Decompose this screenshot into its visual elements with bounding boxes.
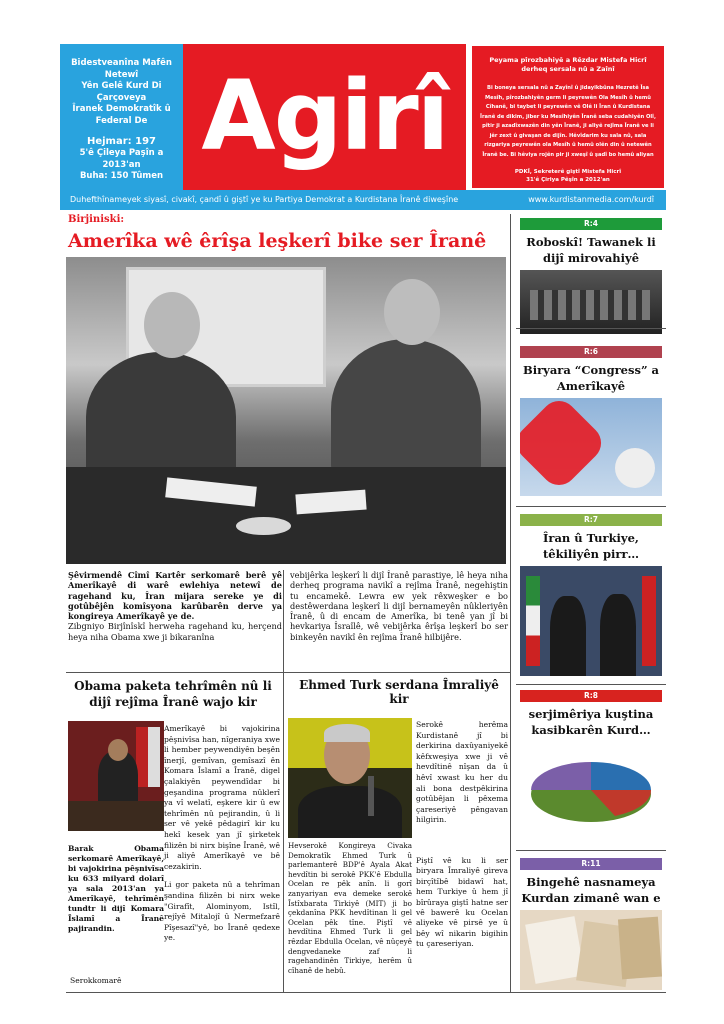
divider bbox=[283, 570, 284, 674]
masthead-motto-line: Federal De bbox=[95, 115, 148, 126]
sidebar-page-ref: R:6 bbox=[520, 346, 662, 358]
obama-article-footer: Serokkomarê bbox=[70, 976, 122, 985]
divider bbox=[510, 214, 511, 992]
obama-article-paragraph: Li gor paketa nû a tehrîman şandina filizên bi nirx weke "Girafît, Alominyom, Istîl, rejîyê Mitalojî û Nermefzarê Pîşesazî"yê, bo Îranê qedexe ye. bbox=[164, 880, 280, 943]
sidebar-thumbnail bbox=[520, 742, 662, 832]
article-kicker: Birjiniski: bbox=[68, 214, 125, 225]
message-signature: PDKÎ, Sekreterê giştî Mistefa Hicrî bbox=[514, 169, 622, 175]
pie-chart-icon bbox=[520, 742, 662, 832]
sidebar-item-roboski[interactable] bbox=[520, 218, 662, 334]
issue-price: Buha: 150 Tûmen bbox=[79, 171, 164, 181]
sidebar-item-congress[interactable] bbox=[520, 346, 662, 496]
masthead-motto-line: Netewî bbox=[104, 69, 139, 80]
obama-photo-caption: Barak Obama serkomarê Amerîkayê, bi vajokirina pêşnivîsa ku 633 milyard dolarî ya sala 2013'an ya Amerîkayê, tehrîmên tundtr li dijî Komara Îslamî a Îranê pajirandin. bbox=[68, 844, 164, 933]
sidebar-page-ref: R:7 bbox=[520, 514, 662, 526]
sidebar-title: Roboskî! Tawanek li dijî mirovahiyê bbox=[526, 235, 656, 265]
masthead-motto-line: Bidestveanîna Mafên bbox=[71, 58, 172, 68]
obama-article-text bbox=[164, 724, 280, 944]
obama-article-title: Obama paketa tehrîmên nû li dijî rejîma Îranê wajo kir bbox=[74, 679, 272, 709]
website-link[interactable]: www.kurdistanmedia.com/kurdî bbox=[528, 195, 654, 204]
newspaper-page bbox=[60, 44, 666, 1004]
sidebar-item-statistics[interactable] bbox=[520, 690, 662, 832]
divider bbox=[66, 672, 510, 673]
message-body: Bi boneya sersala nû a Zayînî û jidayikbûna Hezretê Îsa Mesîh, pîrozbahiyên germ li peyrewên Ola Mesîh û hemû Cîhanê, bi taybet li peyrewên vê Olê li Îran û Kurdistana Îranê de dikim, jiber ku Mesîhiyên Îranê seba cudahiyên Olî, pîtir ji azadîxwazên din yên Îranê, ji aliyê rejîma Îranê ve li jêr zext û givaşan de dijîn. Hêvîdarim ku sala nû, sala rizgariya peyrewên ola Mesîh û hemû olên din û netewên Îranê be. Bi hêviya rojên pir ji xweşî û şadî bo hemû aliyan bbox=[480, 85, 656, 158]
main-article-body bbox=[68, 570, 508, 682]
divider bbox=[283, 674, 284, 992]
message-date: 31'ê Çiriya Pêşîn a 2012'an bbox=[526, 177, 610, 183]
main-article-text: Zibgniyo Birjînîskî herweha ragehand ku, herçend heya niha Obama xwe ji bikaranîna bbox=[68, 621, 282, 642]
sidebar-title: Bingehê nasnameya Kurdan zimanê wan e bbox=[521, 875, 661, 905]
masthead-motto-line: Îranek Demokratîk û bbox=[72, 104, 171, 114]
masthead-motto-line: Yên Gelê Kurd Di bbox=[81, 81, 162, 91]
ahmet-turk-photo bbox=[288, 718, 412, 838]
sidebar-page-ref: R:8 bbox=[520, 690, 662, 702]
obama-photo bbox=[68, 721, 164, 831]
sidebar-page-ref: R:4 bbox=[520, 218, 662, 230]
masthead-motto-line: Çarçoveya bbox=[96, 92, 147, 103]
new-year-message-box bbox=[470, 44, 666, 190]
issue-number: Hejmar: 197 bbox=[86, 136, 157, 147]
main-headline: Amerîka wê êrîşa leşkerî bike ser Îranê bbox=[68, 230, 487, 252]
turk-article-text: Serokê herêma Kurdistanê jî bi derkirina daxûyaniyekê kêfxweşiya xwe ji vê hevdîtinê nîşan da û hêvî xwast ku her du ali bona destpêkirina gotûbêjan li pêxema çareseriyê pêngavan hilgirin. bbox=[416, 720, 508, 825]
sidebar-thumbnail bbox=[520, 270, 662, 334]
newspaper-logo: Agirî bbox=[201, 60, 448, 172]
main-article-col-a bbox=[68, 570, 282, 642]
message-title: Peyama pîrozbahiyê a Rêzdar Mistefa Hicrî derheq sersala nû a Zaînî bbox=[489, 56, 647, 73]
tagline-bar bbox=[60, 190, 666, 210]
turk-article-text: Hevserokê Kongireya Civaka Demokratîk Ehmed Turk û parlemanterê BDP'ê Ayala Akat hevdîtin bi serokê PKK'ê Ebdulla Ocelan re pêk anîn. li gorî zanyariyan eva demeke serokê Îstîxbarata Tirkiyê (MIT) ji bo çekdanîna PKK hevdîtinan li gel Ocelan pêk tîne. Piştî vê hevdîtina Ehmed Turk li gel rêzdar Ebdulla Ocelan, vê nûçeyê dengvedaneke zaf li ragehandinên Tirkiye, herêm û cîhanê de hebû. bbox=[288, 841, 412, 975]
sidebar-title: Îran û Turkiye, têkiliyên pirr… bbox=[542, 531, 640, 561]
sidebar bbox=[516, 214, 666, 999]
sidebar-item-iran-turkey[interactable] bbox=[520, 514, 662, 676]
masthead-info-box bbox=[60, 44, 183, 190]
sidebar-page-ref: R:11 bbox=[520, 858, 662, 870]
sidebar-thumbnail bbox=[520, 398, 662, 496]
turk-article-text: Piştî vê ku li ser biryara Îmraliyê gireva birçîtîbê bidawî hat, hem Turkiye û hem jî bîrûraya giştî hatne ser vê bawerê ku Ocelan aliyeke vê pirsê ye û bêy wî nikarin bigihin tu çareseriyan. bbox=[416, 856, 508, 949]
sidebar-title: serjimêriya kuştina kasibkarên Kurd… bbox=[528, 707, 654, 737]
sidebar-thumbnail bbox=[520, 910, 662, 990]
tagline-text: Duhefthînameyek siyasî, civakî, çandî û giştî ye ku Partiya Demokrat a Kurdistana Îranê diweşîne bbox=[70, 195, 459, 204]
masthead bbox=[60, 44, 666, 190]
turk-article-title: Ehmed Turk serdana Îmraliyê kir bbox=[299, 678, 499, 706]
main-article-col-b: vebijêrka leşkerî li dijî Îranê parastiye, lê heya niha derheq programa navikî a rejîma Îranê, negehiştin tu encamekê. Lewra ew yek rêxweşker e bo destêwerdana leşkerî li dijî bernameyên nûkleriyên Îranê, û di encam de Amerîka, bi tenê yan jî bi hevkariya Îsraîlê, wê vebijêrka êrîşa leşkerî bo ser binkeyên navikî ên rejîma Îranê hilbijêre. bbox=[290, 570, 508, 642]
main-photo bbox=[66, 257, 506, 564]
sidebar-thumbnail bbox=[520, 566, 662, 676]
logo-box bbox=[183, 44, 466, 190]
sidebar-title: Biryara “Congress” a Amerîkayê bbox=[522, 363, 660, 393]
sidebar-item-language[interactable] bbox=[520, 858, 662, 990]
obama-article-paragraph: Amerîkayê bi vajokirina pêşnivîsa han, nîgeraniya xwe li hember peywendiyên beşên înerjî, gemîvan, gemîsazî ên Komara Îslamî a Îranê, digel çalakiyên peywendîdar bi geşandina programa nûklerî ya vî welatî, eşkere kir û ew tehrîmên nû pejirandin, û li ser vê yekê pêdagirî kir ku hekî kesek yan jî şirketek filizên bi nirx bişîne Îranê, wê ji aliyê Amerîkayê ve bê cezakirin. bbox=[164, 724, 280, 871]
main-article-lead: Şêvirmendê Cîmî Kartêr serkomarê berê yê Amerîkayê di warê ewlehiya netewî de ragehand ku, Îran mijara sereke ye di gotûbêjên komîsyona karûbarên derve ya kongireya Amerîkayê ye de. bbox=[68, 570, 282, 622]
issue-date: 5'ê Çileya Paşîn a 2013'an bbox=[79, 148, 164, 170]
